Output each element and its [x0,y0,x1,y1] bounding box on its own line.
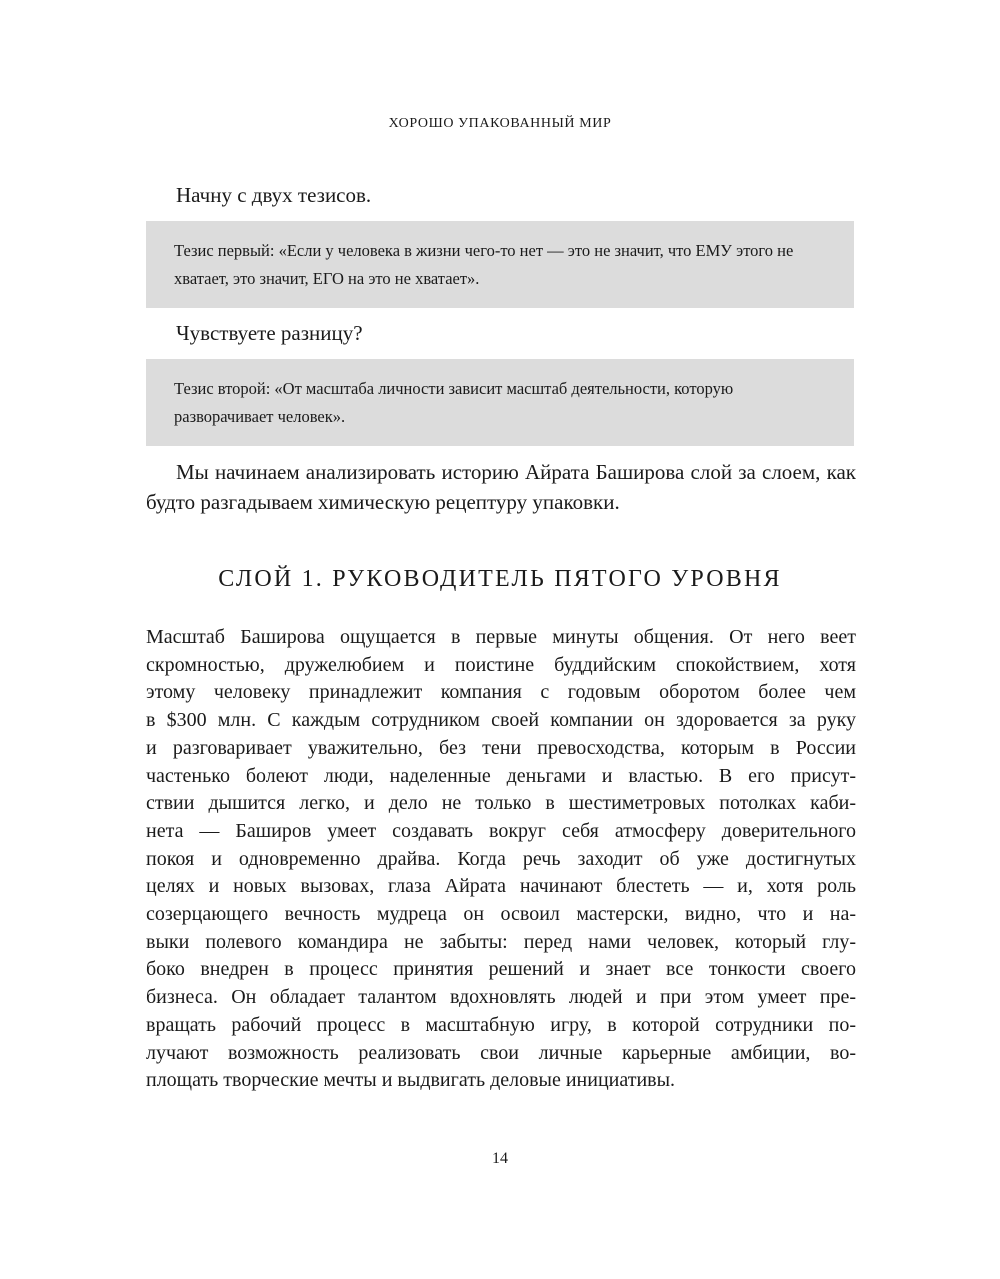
intro-lead: Начну с двух тезисов. [176,183,372,207]
body-line: в $300 млн. С каждым сотрудником своей компании он здоровается за руку [146,709,856,732]
page-number: 14 [492,1150,508,1167]
body-line: скромностью, дружелюбием и поистине буддийским спокойствием, хотя [146,653,856,676]
section-body [146,624,856,1095]
body-line: площать творческие мечты и выдвигать деловые инициативы. [146,1069,676,1092]
body-line: лучают возможность реализовать свои личные карьерные амбиции, во- [146,1041,856,1064]
body-line: ствии дышится легко, и дело не только в шестиметровых потолках каби- [146,792,856,815]
body-line: бизнеса. Он обладает талантом вдохновлять людей и при этом умеет пре- [146,986,856,1009]
body-line: покоя и одновременно драйва. Когда речь заходит об уже достигнутых [146,847,856,870]
section-heading: СЛОЙ 1. РУКОВОДИТЕЛЬ ПЯТОГО УРОВНЯ [218,566,782,592]
intro-analysis: Мы начинаем анализировать историю Айрата Баширова слой за слоем, как будто разгадываем химическую рецептуру упаковки. [146,460,856,514]
intro-question: Чувствуете разницу? [176,321,363,345]
thesis-one-callout: Тезис первый: «Если у человека в жизни чего-то нет — это не значит, что ЕМУ этого не хватает, это значит, ЕГО на это не хватает». [146,221,854,308]
body-line: Масштаб Баширова ощущается в первые минуты общения. От него веет [146,626,856,648]
body-line: боко внедрен в процесс принятия решений и знает все тонкости своего [146,958,856,981]
body-line: выки полевого командира не забыты: перед нами человек, который глу- [146,930,856,953]
body-line: нета — Баширов умеет создавать вокруг себя атмосферу доверительного [146,819,856,842]
body-line: созерцающего вечность мудреца он освоил мастерски, видно, что и на- [146,903,856,926]
body-line: и разговаривает уважительно, без тени превосходства, которым в России [146,736,856,759]
body-line: этому человеку принадлежит компания с годовым оборотом более чем [146,681,856,704]
running-header: ХОРОШО УПАКОВАННЫЙ МИР [388,116,612,131]
thesis-two-callout: Тезис второй: «От масштаба личности зависит масштаб деятельности, которую разворачивает человек». [146,359,854,446]
body-line: частенько болеют люди, наделенные деньгами и властью. В его присут- [146,764,856,787]
body-line: вращать рабочий процесс в масштабную игру, в которой сотрудники по- [146,1013,856,1036]
body-line: целях и новых вызовах, глаза Айрата начинают блестеть — и, хотя роль [146,875,856,898]
